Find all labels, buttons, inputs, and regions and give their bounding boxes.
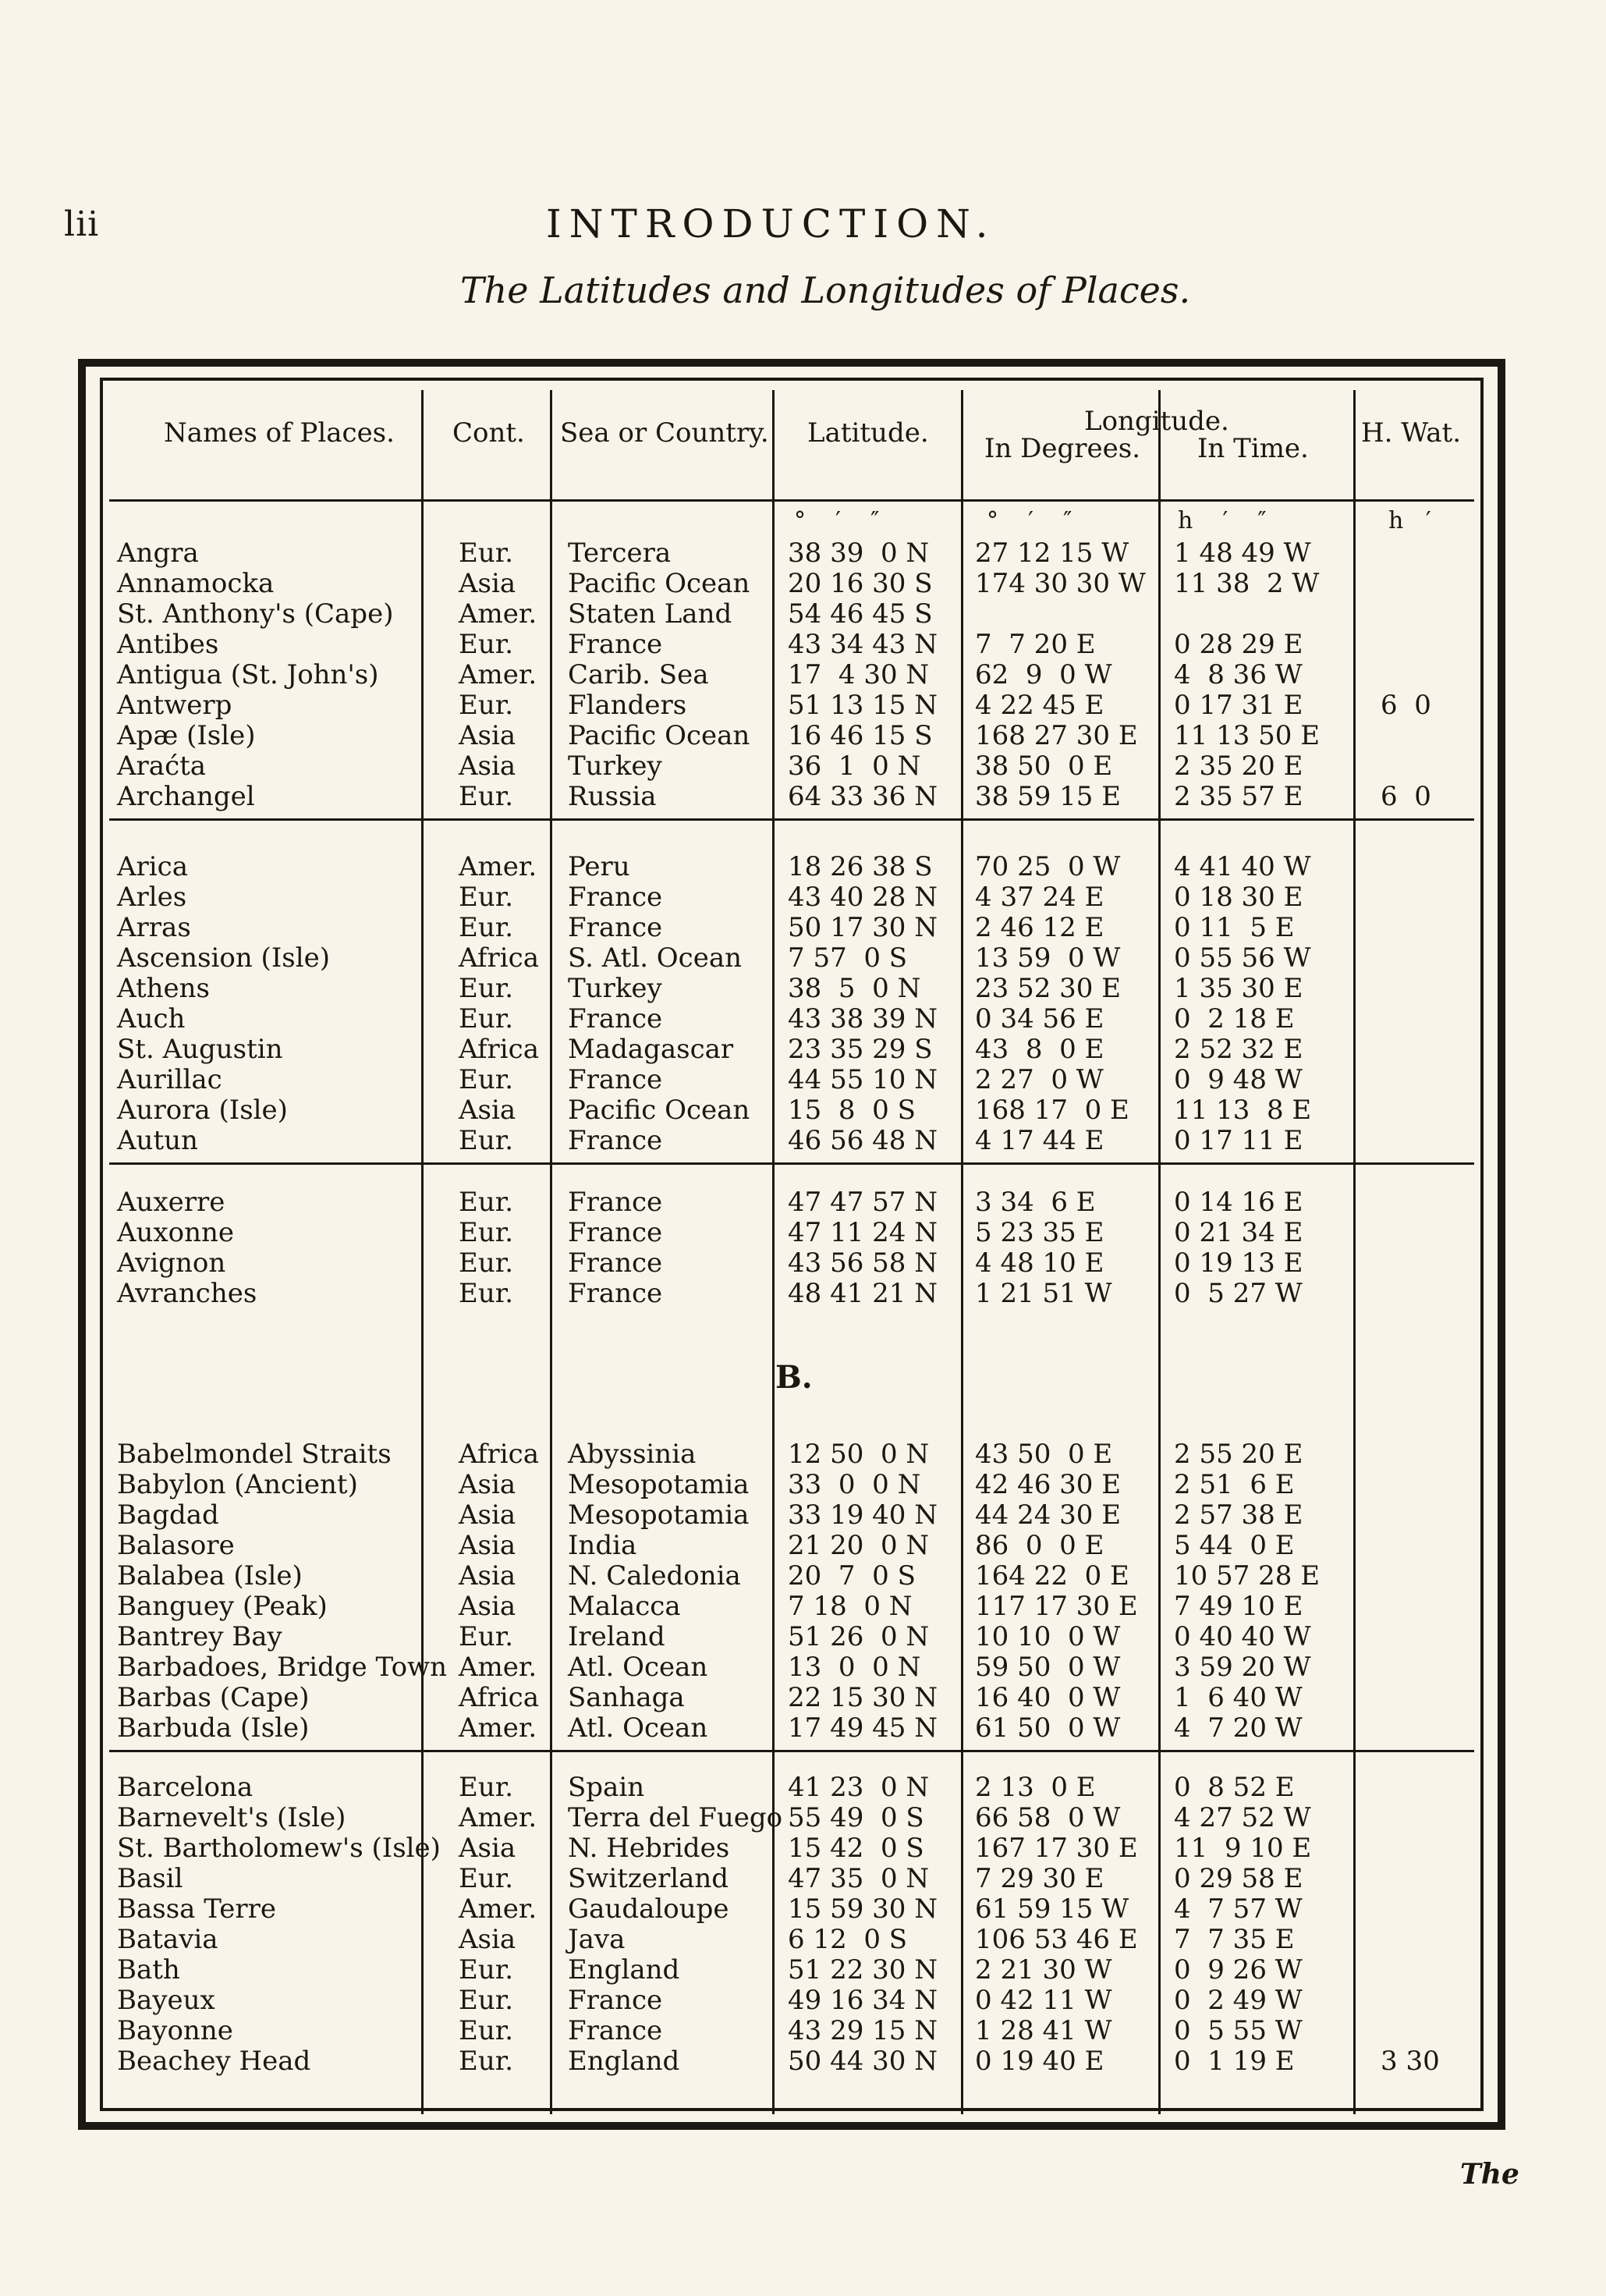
place-name: Antibes [117,629,219,660]
longitude-time: 0 18 30 E [1174,882,1303,913]
latitude: 55 49 0 S [788,1802,924,1833]
place-name: Bath [117,1954,180,1985]
place-name: Avignon [117,1247,226,1279]
sea-or-country: Switzerland [568,1863,729,1894]
latitude: 51 13 15 N [788,690,938,721]
column-rule [1158,390,1161,2114]
longitude-degrees: 0 19 40 E [975,2046,1104,2077]
latitude: 7 18 0 N [788,1591,913,1622]
longitude-degrees: 23 52 30 E [975,973,1122,1004]
longitude-time: 4 7 20 W [1174,1712,1303,1744]
latitude: 15 8 0 S [788,1095,916,1126]
longitude-time: 0 28 29 E [1174,629,1303,660]
continent: Asia [459,1833,516,1864]
longitude-degrees: 61 59 15 W [975,1893,1129,1925]
sea-or-country: France [568,1985,663,2016]
continent: Amer. [459,851,537,882]
continent: Eur. [459,1621,514,1652]
continent: Asia [459,720,516,751]
longitude-degrees: 38 59 15 E [975,781,1122,812]
longitude-degrees: 3 34 6 E [975,1187,1096,1218]
section-letter: B. [775,1359,813,1396]
place-name: Archangel [117,781,255,812]
sea-or-country: Terra del Fuego [568,1802,783,1833]
sea-or-country: France [568,1064,663,1095]
continent: Eur. [459,1125,514,1156]
latitude: 43 38 39 N [788,1003,938,1034]
longitude-degrees: 61 50 0 W [975,1712,1121,1744]
continent: Asia [459,1560,516,1592]
place-name: Arras [117,912,191,943]
continent: Eur. [459,1985,514,2016]
sea-or-country: Atl. Ocean [568,1712,708,1744]
longitude-degrees: 2 46 12 E [975,912,1104,943]
sea-or-country: France [568,629,663,660]
longitude-time: 11 13 8 E [1174,1095,1312,1126]
longitude-time: 2 55 20 E [1174,1439,1303,1470]
place-name: Apæ (Isle) [117,720,256,751]
sea-or-country: Flanders [568,690,687,721]
sea-or-country: Turkey [568,973,662,1004]
continent: Amer. [459,1802,537,1833]
continent: Eur. [459,1217,514,1248]
latitude: 16 46 15 S [788,720,933,751]
latitude: 23 35 29 S [788,1034,933,1065]
sea-or-country: Mesopotamia [568,1469,750,1500]
unit-degrees: ° ′ ″ [987,507,1072,534]
latitude: 13 0 0 N [788,1652,921,1683]
continent: Eur. [459,629,514,660]
place-name: Auxonne [117,1217,235,1248]
continent: Amer. [459,598,537,630]
longitude-time: 11 9 10 E [1174,1833,1312,1864]
latitude: 44 55 10 N [788,1064,938,1095]
continent: Eur. [459,882,514,913]
latitude: 38 39 0 N [788,538,930,569]
sea-or-country: Peru [568,851,630,882]
continent: Africa [459,1034,539,1065]
place-name: Barbas (Cape) [117,1682,310,1713]
continent: Amer. [459,1712,537,1744]
longitude-time: 0 2 18 E [1174,1003,1295,1034]
longitude-degrees: 59 50 0 W [975,1652,1121,1683]
latitude: 51 26 0 N [788,1621,930,1652]
longitude-degrees: 174 30 30 W [975,568,1146,599]
place-name: Barbadoes, Bridge Town [117,1652,448,1683]
continent: Asia [459,1530,516,1561]
sea-or-country: N. Caledonia [568,1560,741,1592]
longitude-degrees: 168 17 0 E [975,1095,1129,1126]
continent: Eur. [459,2015,514,2046]
place-name: Balabea (Isle) [117,1560,303,1592]
column-rule [772,390,775,2114]
continent: Asia [459,568,516,599]
sea-or-country: England [568,2046,680,2077]
longitude-time: 2 35 57 E [1174,781,1303,812]
longitude-time: 4 7 57 W [1174,1893,1303,1925]
longitude-time: 11 13 50 E [1174,720,1321,751]
latitude: 47 35 0 N [788,1863,930,1894]
longitude-degrees: 2 21 30 W [975,1954,1112,1985]
place-name: Auch [117,1003,186,1034]
latitude: 49 16 34 N [788,1985,938,2016]
longitude-time: 4 41 40 W [1174,851,1311,882]
longitude-time: 1 35 30 E [1174,973,1303,1004]
place-name: Barbuda (Isle) [117,1712,310,1744]
longitude-time: 0 9 48 W [1174,1064,1303,1095]
continent: Asia [459,751,516,782]
place-name: Aurillac [117,1064,222,1095]
place-name: Barnevelt's (Isle) [117,1802,346,1833]
longitude-degrees: 13 59 0 W [975,942,1121,974]
place-name: Bayeux [117,1985,215,2016]
sea-or-country: Pacific Ocean [568,1095,750,1126]
longitude-time: 7 49 10 E [1174,1591,1303,1622]
sea-or-country: England [568,1954,680,1985]
longitude-degrees: 66 58 0 W [975,1802,1121,1833]
high-water: 6 0 [1381,781,1431,812]
continent: Eur. [459,1064,514,1095]
continent: Eur. [459,1954,514,1985]
latitude: 36 1 0 N [788,751,921,782]
header-degrees: In Degrees. [984,433,1141,464]
longitude-time: 0 9 26 W [1174,1954,1303,1985]
longitude-degrees: 164 22 0 E [975,1560,1129,1592]
sea-or-country: Ireland [568,1621,665,1652]
longitude-degrees: 2 13 0 E [975,1772,1096,1803]
place-name: Angra [117,538,199,569]
place-name: Beachey Head [117,2046,311,2077]
latitude: 43 29 15 N [788,2015,938,2046]
continent: Eur. [459,1003,514,1034]
table-title: The Latitudes and Longitudes of Places. [460,269,1191,311]
longitude-time: 11 38 2 W [1174,568,1320,599]
longitude-time: 2 57 38 E [1174,1499,1303,1531]
longitude-time: 0 8 52 E [1174,1772,1295,1803]
sea-or-country: Abyssinia [568,1439,697,1470]
header-longitude: Longitude. [1084,406,1229,437]
longitude-degrees: 4 48 10 E [975,1247,1104,1279]
longitude-time: 0 1 19 E [1174,2046,1295,2077]
place-name: Autun [117,1125,198,1156]
place-name: Auxerre [117,1187,225,1218]
longitude-degrees: 0 42 11 W [975,1985,1112,2016]
sea-or-country: France [568,1125,663,1156]
latitude: 21 20 0 N [788,1530,930,1561]
longitude-degrees: 106 53 46 E [975,1924,1138,1955]
header-country: Sea or Country. [560,417,769,449]
longitude-time: 5 44 0 E [1174,1530,1295,1561]
continent: Eur. [459,1278,514,1309]
longitude-time: 7 7 35 E [1174,1924,1295,1955]
place-name: Antigua (St. John's) [117,659,379,690]
longitude-time: 0 11 5 E [1174,912,1295,943]
sea-or-country: Atl. Ocean [568,1652,708,1683]
sea-or-country: France [568,1187,663,1218]
place-name: Antwerp [117,690,232,721]
latitude: 50 17 30 N [788,912,938,943]
latitude: 51 22 30 N [788,1954,938,1985]
sea-or-country: Madagascar [568,1034,734,1065]
header-rule [109,499,1474,502]
longitude-degrees: 44 24 30 E [975,1499,1122,1531]
longitude-degrees: 42 46 30 E [975,1469,1122,1500]
continent: Asia [459,1469,516,1500]
place-name: Ascension (Isle) [117,942,330,974]
continent: Asia [459,1591,516,1622]
place-name: St. Anthony's (Cape) [117,598,394,630]
latitude: 12 50 0 N [788,1439,930,1470]
longitude-degrees: 117 17 30 E [975,1591,1138,1622]
longitude-degrees: 10 10 0 W [975,1621,1121,1652]
latitude: 17 49 45 N [788,1712,938,1744]
place-name: Arles [117,882,187,913]
longitude-degrees: 16 40 0 W [975,1682,1121,1713]
sea-or-country: Gaudaloupe [568,1893,729,1925]
sea-or-country: N. Hebrides [568,1833,730,1864]
latitude: 50 44 30 N [788,2046,938,2077]
longitude-time: 0 14 16 E [1174,1187,1303,1218]
place-name: Arica [117,851,188,882]
longitude-degrees: 43 50 0 E [975,1439,1113,1470]
longitude-time: 0 29 58 E [1174,1863,1303,1894]
sea-or-country: France [568,1003,663,1034]
place-name: Bagdad [117,1499,219,1531]
sea-or-country: India [568,1530,637,1561]
longitude-time: 0 19 13 E [1174,1247,1303,1279]
latitude: 20 7 0 S [788,1560,916,1592]
place-name: Bantrey Bay [117,1621,282,1652]
continent: Amer. [459,1893,537,1925]
place-name: Bassa Terre [117,1893,277,1925]
sea-or-country: France [568,1247,663,1279]
latitude: 46 56 48 N [788,1125,938,1156]
latitude: 17 4 30 N [788,659,930,690]
longitude-time: 2 52 32 E [1174,1034,1303,1065]
continent: Amer. [459,1652,537,1683]
place-name: St. Augustin [117,1034,283,1065]
header-latitude: Latitude. [807,417,929,449]
high-water: 3 30 [1381,2046,1440,2077]
sea-or-country: France [568,882,663,913]
longitude-degrees: 4 22 45 E [975,690,1104,721]
sea-or-country: France [568,1217,663,1248]
sea-or-country: Pacific Ocean [568,568,750,599]
place-name: St. Bartholomew's (Isle) [117,1833,441,1864]
place-name: Batavia [117,1924,218,1955]
latitude: 54 46 45 S [788,598,933,630]
sea-or-country: S. Atl. Ocean [568,942,743,974]
running-head: INTRODUCTION. [546,201,996,247]
longitude-degrees: 62 9 0 W [975,659,1112,690]
continent: Eur. [459,538,514,569]
sea-or-country: Java [568,1924,626,1955]
continent: Asia [459,1095,516,1126]
sea-or-country: Tercera [568,538,672,569]
header-hwat: H. Wat. [1361,417,1461,449]
place-name: Banguey (Peak) [117,1591,328,1622]
place-name: Babelmondel Straits [117,1439,392,1470]
longitude-time: 2 35 20 E [1174,751,1303,782]
continent: Amer. [459,659,537,690]
longitude-degrees: 7 29 30 E [975,1863,1104,1894]
longitude-time: 0 2 49 W [1174,1985,1303,2016]
latitude: 41 23 0 N [788,1772,930,1803]
sea-or-country: Spain [568,1772,645,1803]
sea-or-country: Malacca [568,1591,681,1622]
latitude: 15 59 30 N [788,1893,938,1925]
latitude: 6 12 0 S [788,1924,908,1955]
longitude-time: 4 8 36 W [1174,659,1303,690]
high-water: 6 0 [1381,690,1431,721]
unit-latitude: ° ′ ″ [794,507,880,534]
place-name: Barcelona [117,1772,253,1803]
latitude: 33 19 40 N [788,1499,938,1531]
longitude-degrees: 43 8 0 E [975,1034,1104,1065]
group-rule [109,818,1474,821]
column-rule [961,390,963,2114]
latitude: 43 40 28 N [788,882,938,913]
catchword: The [1460,2158,1519,2191]
sea-or-country: Russia [568,781,657,812]
place-name: Basil [117,1863,183,1894]
column-rule [1353,390,1356,2114]
sea-or-country: Carib. Sea [568,659,709,690]
longitude-degrees: 38 50 0 E [975,751,1113,782]
continent: Eur. [459,1772,514,1803]
continent: Eur. [459,912,514,943]
place-name: Bayonne [117,2015,233,2046]
longitude-time: 0 17 11 E [1174,1125,1303,1156]
longitude-degrees: 5 23 35 E [975,1217,1104,1248]
longitude-time: 1 48 49 W [1174,538,1311,569]
longitude-degrees: 4 17 44 E [975,1125,1104,1156]
column-rule [550,390,552,2114]
place-name: Annamocka [117,568,275,599]
place-name: Araćta [117,751,207,782]
sea-or-country: France [568,2015,663,2046]
longitude-time: 2 51 6 E [1174,1469,1295,1500]
longitude-degrees: 1 21 51 W [975,1278,1112,1309]
longitude-degrees: 4 37 24 E [975,882,1104,913]
longitude-time: 0 21 34 E [1174,1217,1303,1248]
continent: Eur. [459,690,514,721]
latitude: 64 33 36 N [788,781,938,812]
place-name: Avranches [117,1278,257,1309]
longitude-degrees: 86 0 0 E [975,1530,1104,1561]
sea-or-country: France [568,912,663,943]
latitude: 43 56 58 N [788,1247,938,1279]
continent: Eur. [459,1247,514,1279]
longitude-degrees: 168 27 30 E [975,720,1138,751]
sea-or-country: Sanhaga [568,1682,685,1713]
longitude-degrees: 27 12 15 W [975,538,1129,569]
continent: Eur. [459,1187,514,1218]
header-time: In Time. [1197,433,1309,464]
longitude-time: 1 6 40 W [1174,1682,1303,1713]
longitude-time: 0 40 40 W [1174,1621,1311,1652]
group-rule [109,1750,1474,1752]
longitude-degrees: 70 25 0 W [975,851,1121,882]
latitude: 47 11 24 N [788,1217,938,1248]
continent: Asia [459,1499,516,1531]
latitude: 7 57 0 S [788,942,908,974]
latitude: 33 0 0 N [788,1469,921,1500]
place-name: Balasore [117,1530,235,1561]
longitude-degrees: 1 28 41 W [975,2015,1112,2046]
place-name: Babylon (Ancient) [117,1469,358,1500]
page-number: lii [64,204,100,244]
header-cont: Cont. [452,417,525,449]
unit-hwat: h ′ [1388,507,1431,534]
longitude-time: 10 57 28 E [1174,1560,1321,1592]
longitude-time: 0 17 31 E [1174,690,1303,721]
latitude: 43 34 43 N [788,629,938,660]
continent: Eur. [459,781,514,812]
longitude-degrees: 2 27 0 W [975,1064,1104,1095]
latitude: 48 41 21 N [788,1278,938,1309]
place-name: Athens [117,973,210,1004]
continent: Africa [459,1439,539,1470]
longitude-time: 3 59 20 W [1174,1652,1311,1683]
continent: Africa [459,1682,539,1713]
sea-or-country: Turkey [568,751,662,782]
latitude: 15 42 0 S [788,1833,924,1864]
continent: Africa [459,942,539,974]
longitude-time: 4 27 52 W [1174,1802,1311,1833]
longitude-degrees: 0 34 56 E [975,1003,1104,1034]
latitude: 20 16 30 S [788,568,933,599]
sea-or-country: Mesopotamia [568,1499,750,1531]
latitude: 38 5 0 N [788,973,921,1004]
header-names: Names of Places. [164,417,395,449]
latitude: 47 47 57 N [788,1187,938,1218]
sea-or-country: France [568,1278,663,1309]
continent: Eur. [459,2046,514,2077]
latitude: 18 26 38 S [788,851,933,882]
longitude-degrees: 7 7 20 E [975,629,1096,660]
unit-time: h ′ ″ [1178,507,1267,534]
group-rule [109,1162,1474,1165]
sea-or-country: Pacific Ocean [568,720,750,751]
longitude-time: 0 5 55 W [1174,2015,1303,2046]
longitude-time: 0 5 27 W [1174,1278,1303,1309]
longitude-time: 0 55 56 W [1174,942,1311,974]
continent: Eur. [459,973,514,1004]
latitude: 22 15 30 N [788,1682,938,1713]
sea-or-country: Staten Land [568,598,732,630]
place-name: Aurora (Isle) [117,1095,288,1126]
longitude-degrees: 167 17 30 E [975,1833,1138,1864]
continent: Asia [459,1924,516,1955]
continent: Eur. [459,1863,514,1894]
